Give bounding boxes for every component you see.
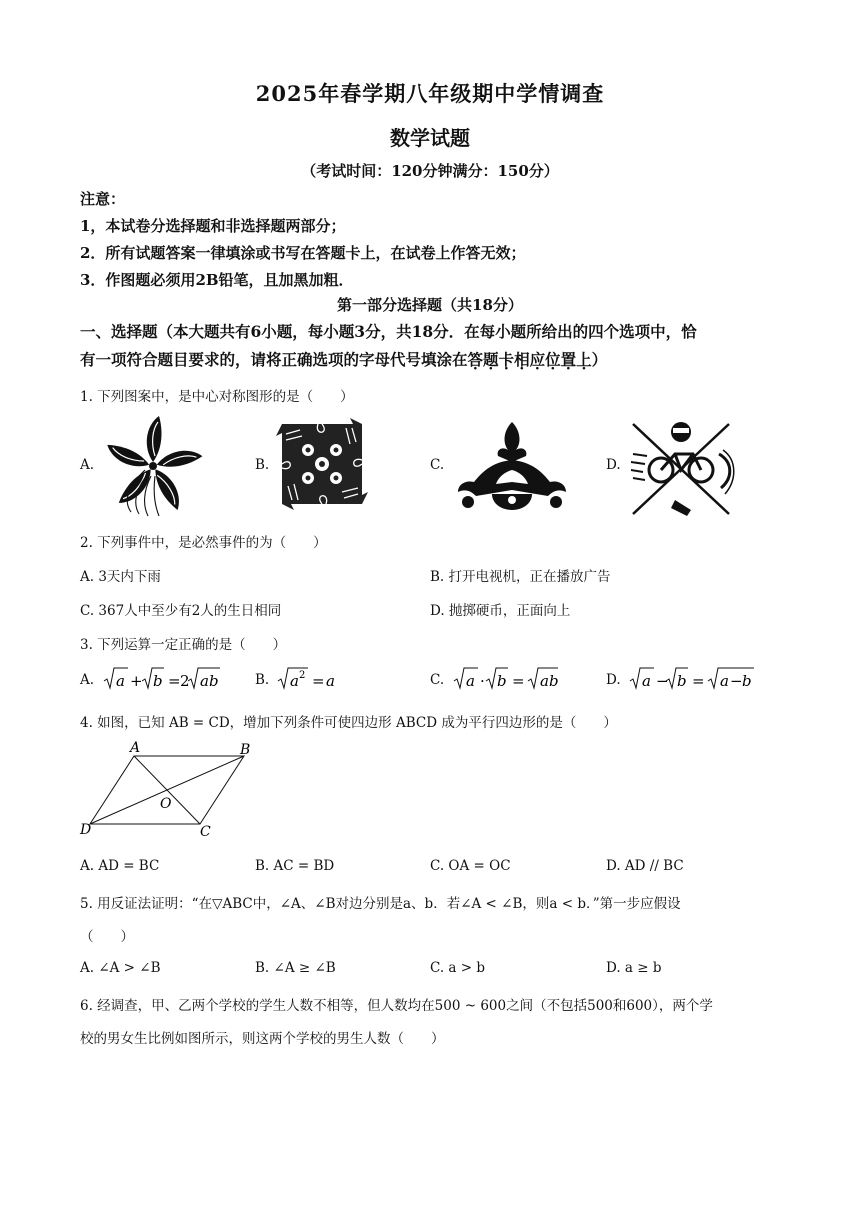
q3-formula-d xyxy=(628,664,756,694)
q3-formula-a xyxy=(102,664,222,694)
q3-formula-b xyxy=(276,664,346,694)
svg-text:b: b xyxy=(742,672,752,690)
q5-stem-cont: （ ） xyxy=(80,929,134,945)
subject-title: 数学试题 xyxy=(390,126,470,150)
svg-text:b: b xyxy=(153,672,163,690)
q4-option-b: B. AC = BD xyxy=(255,858,335,874)
q4-parallelogram-figure xyxy=(78,740,268,840)
vertex-label-a: A xyxy=(130,740,141,756)
svg-text:=: = xyxy=(168,672,181,690)
svg-text:ab: ab xyxy=(540,672,559,690)
emphasis-text: 答题卡相应位置上 xyxy=(467,350,592,369)
q5-option-b: B. ∠A ≥ ∠B xyxy=(255,960,336,976)
q5-stem: 5. 用反证法证明：“在▽ABC中，∠A、∠B对边分别是a、b．若∠A < ∠B，则a < b．”第一步应假设 xyxy=(80,896,681,912)
svg-text:2: 2 xyxy=(299,670,306,681)
instruction-text: 有一项符合题目要求的，请将正确选项的字母代号填涂在 xyxy=(80,350,468,369)
q3-label-c: C. xyxy=(430,672,445,688)
q6-stem-line-2: 校的男女生比例如图所示，则这两个学校的男生人数（ ） xyxy=(80,1031,445,1047)
svg-text:a: a xyxy=(290,672,299,690)
instruction-line-2 xyxy=(80,346,785,374)
q2-stem: 2. 下列事件中，是必然事件的为（ ） xyxy=(80,535,327,551)
instruction-close: ） xyxy=(591,350,608,369)
exam-info: （考试时间：120分钟满分：150分） xyxy=(301,162,559,180)
q2-option-a: A. 3天内下雨 xyxy=(80,569,161,585)
q1-label-d: D. xyxy=(606,457,621,473)
svg-text:·: · xyxy=(480,672,485,690)
q1-figure-d-bicycle-sign xyxy=(625,414,737,518)
part1-heading: 第一部分选择题（共18分） xyxy=(337,296,523,314)
svg-text:a: a xyxy=(326,672,335,690)
q3-formula-c xyxy=(452,664,562,694)
svg-text:2: 2 xyxy=(180,672,190,690)
svg-text:=: = xyxy=(512,672,525,690)
q2-option-d: D. 抛掷硬币，正面向上 xyxy=(430,603,571,619)
svg-text:ab: ab xyxy=(200,672,219,690)
q4-option-d: D. AD // BC xyxy=(606,858,684,874)
q1-stem: 1. 下列图案中，是中心对称图形的是（ ） xyxy=(80,389,354,405)
q1-label-c: C. xyxy=(430,457,445,473)
q5-option-d: D. a ≥ b xyxy=(606,960,662,976)
vertex-label-c: C xyxy=(200,824,211,840)
q1-figure-c-ornament xyxy=(452,416,572,512)
q1-label-a: A. xyxy=(80,457,95,473)
svg-text:−: − xyxy=(730,672,743,690)
q1-figure-b-fish-pattern xyxy=(274,416,370,512)
vertex-label-d: D xyxy=(80,822,92,838)
q5-option-c: C. a > b xyxy=(430,960,486,976)
instruction-line-1: 一、选择题（本大题共有6小题，每小题3分，共18分．在每小题所给出的四个选项中，恰 xyxy=(80,322,697,341)
svg-text:b: b xyxy=(497,672,507,690)
note-item-2: 2．所有试题答案一律填涂或书写在答题卡上，在试卷上作答无效； xyxy=(80,244,526,262)
svg-text:+: + xyxy=(130,672,143,690)
vertex-label-o: O xyxy=(160,796,172,812)
q3-stem: 3. 下列运算一定正确的是（ ） xyxy=(80,637,287,653)
q5-option-a: A. ∠A > ∠B xyxy=(80,960,161,976)
svg-text:−: − xyxy=(656,672,669,690)
svg-text:a: a xyxy=(466,672,475,690)
q2-option-b: B. 打开电视机，正在播放广告 xyxy=(430,569,611,585)
exam-title: 2025年春学期八年级期中学情调查 xyxy=(255,81,605,106)
note-item-1: 1，本试卷分选择题和非选择题两部分； xyxy=(80,217,346,235)
q1-figure-a-pinwheel xyxy=(98,414,208,518)
svg-text:=: = xyxy=(692,672,705,690)
q4-option-a: A. AD = BC xyxy=(80,858,160,874)
svg-text:=: = xyxy=(312,672,325,690)
svg-text:a: a xyxy=(642,672,651,690)
svg-text:b: b xyxy=(677,672,687,690)
q3-label-d: D. xyxy=(606,672,621,688)
q3-label-a: A. xyxy=(80,672,95,688)
q2-option-c: C. 367人中至少有2人的生日相同 xyxy=(80,603,282,619)
svg-text:a: a xyxy=(116,672,125,690)
q1-label-b: B. xyxy=(255,457,270,473)
svg-text:a: a xyxy=(720,672,729,690)
q3-label-b: B. xyxy=(255,672,270,688)
vertex-label-b: B xyxy=(240,742,251,758)
q4-stem: 4. 如图，已知 AB = CD，增加下列条件可使四边形 ABCD 成为平行四边形的是（ ） xyxy=(80,715,617,731)
q6-stem-line-1: 6. 经调查，甲、乙两个学校的学生人数不相等，但人数均在500 ~ 600之间（不包括500和600），两个学 xyxy=(80,998,713,1014)
q4-option-c: C. OA = OC xyxy=(430,858,511,874)
notes-label: 注意： xyxy=(80,190,126,208)
section-instruction xyxy=(80,318,785,374)
note-item-3: 3．作图题必须用2B铅笔，且加黑加粗． xyxy=(80,271,354,289)
